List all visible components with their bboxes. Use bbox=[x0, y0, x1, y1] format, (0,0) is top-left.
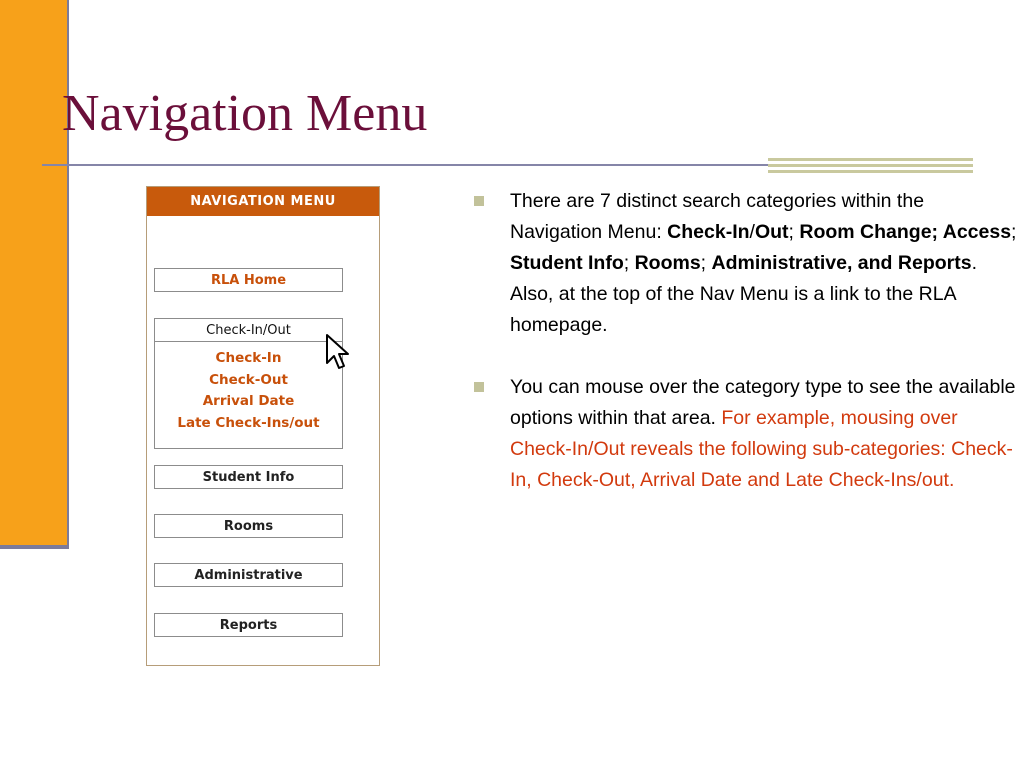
bullet-item-mouse-over bbox=[474, 372, 1019, 496]
bullet-text: You can mouse over the category type to see the available options within that area. bbox=[510, 376, 1016, 429]
nav-item-reports[interactable]: Reports bbox=[154, 613, 343, 637]
bold-text: Administrative, and Reports bbox=[711, 252, 972, 274]
title-accent-lines bbox=[768, 158, 973, 178]
submenu-item-check-out[interactable]: Check-Out bbox=[209, 371, 288, 388]
bullet-text: ; bbox=[623, 252, 635, 274]
navigation-menu-header: NAVIGATION MENU bbox=[147, 187, 379, 216]
bullet-text: ; bbox=[700, 252, 712, 274]
square-bullet-icon bbox=[474, 382, 484, 392]
bullet-text: There are 7 distinct search categories within the Navigation Menu: bbox=[510, 190, 925, 243]
bullet-text: ; bbox=[788, 221, 800, 243]
mouse-pointer-icon bbox=[325, 333, 351, 373]
bullet-item-categories bbox=[474, 186, 1019, 341]
nav-item-student-info[interactable]: Student Info bbox=[154, 465, 343, 489]
nav-item-check-in-out[interactable]: Check-In/Out bbox=[154, 318, 343, 342]
bold-text: Room Change; Access bbox=[799, 221, 1012, 243]
submenu-item-check-in[interactable]: Check-In bbox=[215, 350, 282, 366]
side-bar-edge bbox=[67, 0, 69, 549]
slide-title: Navigation Menu bbox=[62, 85, 428, 142]
side-bar-shadow bbox=[0, 545, 69, 549]
check-in-out-submenu bbox=[154, 342, 343, 449]
bold-text: Check-In bbox=[667, 221, 750, 243]
nav-item-rooms[interactable]: Rooms bbox=[154, 514, 343, 538]
bullet-text: . Also, at the top of the Nav Menu is a link to the RLA homepage. bbox=[510, 252, 977, 336]
navigation-menu-panel bbox=[146, 186, 380, 666]
bullet-list bbox=[474, 186, 1019, 496]
bold-text: Out bbox=[754, 221, 789, 243]
highlighted-example-text: For example, mousing over Check-In/Out reveals the following sub-categories: Check-In, Check-Out, Arrival Date and Late Check-Ins/out. bbox=[510, 407, 1013, 491]
bullet-text: / bbox=[749, 221, 755, 243]
bold-text: Student Info bbox=[510, 252, 624, 274]
orange-side-bar bbox=[0, 0, 67, 545]
nav-item-rla-home[interactable]: RLA Home bbox=[154, 268, 343, 292]
bold-text: Rooms bbox=[634, 252, 701, 274]
nav-item-administrative[interactable]: Administrative bbox=[154, 563, 343, 587]
submenu-item-arrival-date[interactable]: Arrival Date bbox=[202, 393, 295, 409]
submenu-item-late-check-ins[interactable]: Late Check-Ins/out bbox=[177, 414, 320, 431]
square-bullet-icon bbox=[474, 196, 484, 206]
bullet-text: ; bbox=[1011, 221, 1017, 243]
